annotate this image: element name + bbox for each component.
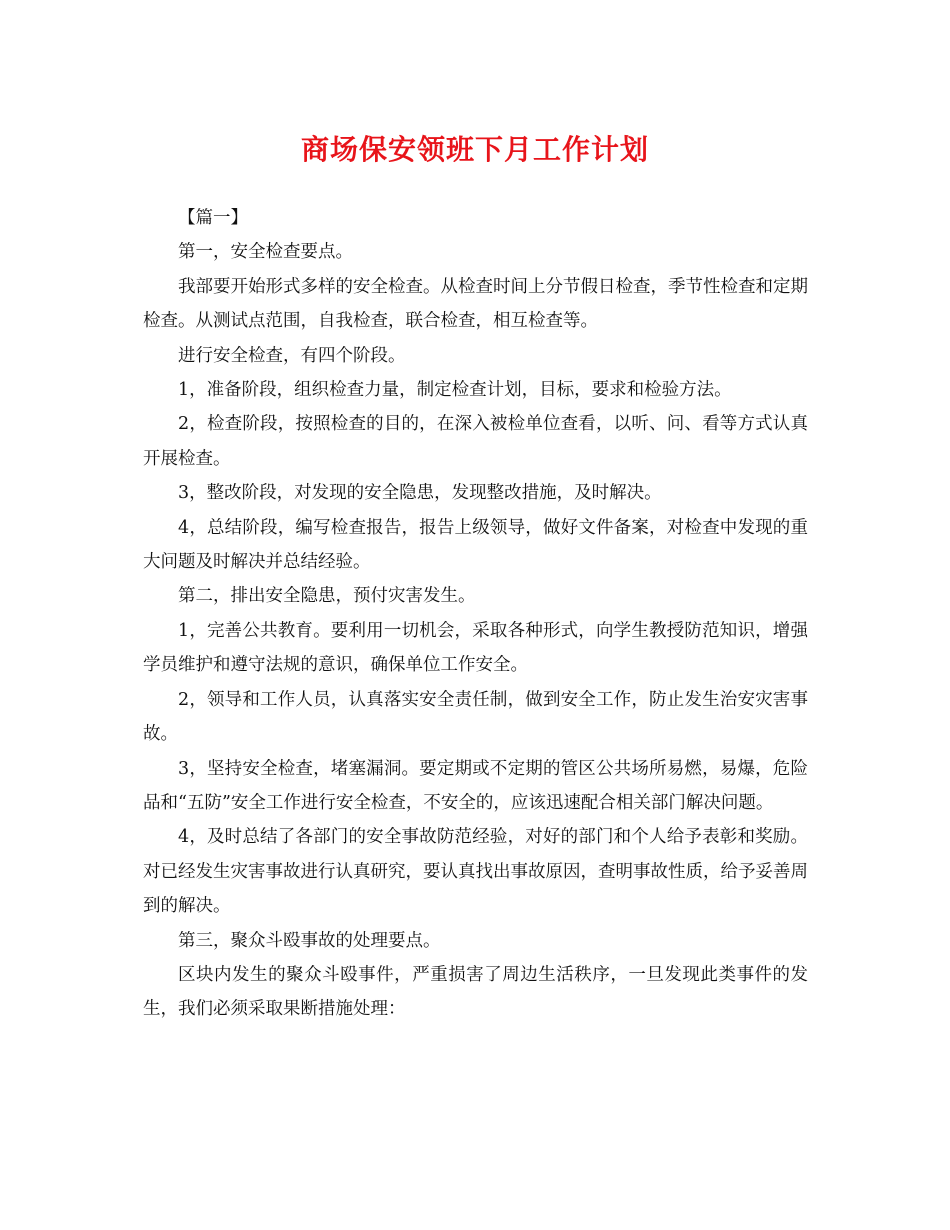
paragraph: 第二，排出安全隐患，预付灾害发生。 — [178, 586, 476, 607]
paragraph: 区块内发生的聚众斗殴事件，严重损害了周边生活秩序，一旦发现此类事件的发生，我们必须采取果断措施处理： — [143, 964, 808, 1020]
paragraph: 3，整改阶段，对发现的安全隐患，发现整改措施，及时解决。 — [178, 483, 662, 504]
paragraph: 我部要开始形式多样的安全检查。从检查时间上分节假日检查，季节性检查和定期检查。从测试点范围，自我检查，联合检查，相互检查等。 — [143, 276, 808, 332]
paragraph: 4，及时总结了各部门的安全事故防范经验，对好的部门和个人给予表彰和奖励。对已经发生灾害事故进行认真研究，要认真找出事故原因，查明事故性质，给予妥善周到的解决。 — [143, 827, 808, 917]
paragraph: 1，准备阶段，组织检查力量，制定检查计划，目标，要求和检验方法。 — [178, 380, 732, 401]
paragraph: 进行安全检查，有四个阶段。 — [178, 345, 406, 366]
paragraph: 1，完善公共教育。要利用一切机会，采取各种形式，向学生教授防范知识，增强学员维护和遵守法规的意识，确保单位工作安全。 — [143, 620, 808, 676]
paragraph: 第三，聚众斗殴事故的处理要点。 — [178, 930, 441, 951]
paragraph: 第一，安全检查要点。 — [178, 242, 353, 263]
paragraph: 3，坚持安全检查，堵塞漏洞。要定期或不定期的管区公共场所易燃，易爆，危险品和“五防”安全工作进行安全检查，不安全的，应该迅速配合相关部门解决问题。 — [143, 758, 808, 813]
document-title: 商场保安领班下月工作计划 — [300, 133, 649, 166]
paragraph: 【篇一】 — [178, 208, 248, 228]
document-body — [143, 201, 808, 1027]
paragraph: 4，总结阶段，编写检查报告，报告上级领导，做好文件备案，对检查中发现的重大问题及时解决并总结经验。 — [143, 517, 808, 573]
paragraph: 2，领导和工作人员，认真落实安全责任制，做到安全工作，防止发生治安灾害事故。 — [143, 689, 808, 745]
paragraph: 2，检查阶段，按照检查的目的，在深入被检单位查看，以听、问、看等方式认真开展检查。 — [143, 414, 808, 469]
